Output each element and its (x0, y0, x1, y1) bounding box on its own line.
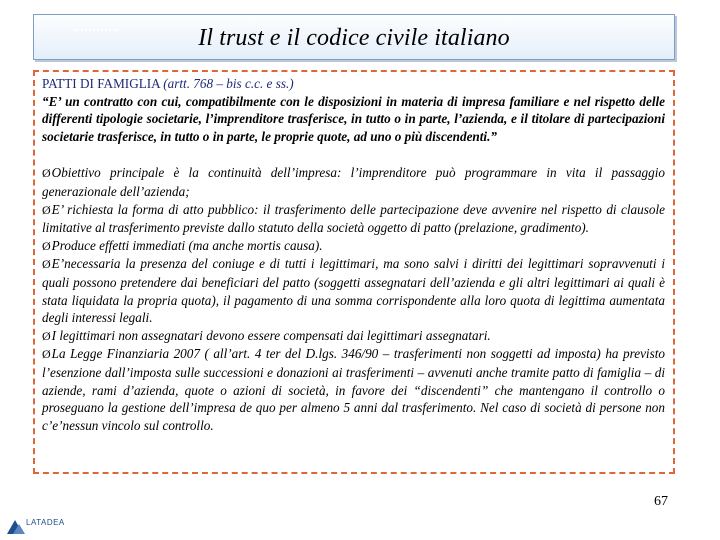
arrow-bullet-icon: Ø (42, 202, 51, 217)
slide-title: Il trust e il codice civile italiano (198, 25, 510, 51)
section-heading-reference: (artt. 768 – bis c.c. e ss.) (163, 76, 294, 91)
bullet-text: E’necessaria la presenza del coniuge e di tutti i legittimari, ma sono salvi i diritti dei legittimari sopravvenuti i quali possono pretendere dai beneficiari del patto (soggetti assegnatari dell’azienda e gli altri legittimari ai quali è stata liquidata la propria quota), il pagamento di una somma corrispondente alla loro quota di legittima aumentata degli interessi legali. (42, 256, 665, 326)
bullet-text: I legittimari non assegnatari devono essere compensati dai legittimari assegnatari. (51, 327, 491, 343)
arrow-bullet-icon: Ø (42, 166, 51, 181)
bullet-item (42, 327, 665, 346)
arrow-bullet-icon: Ø (42, 238, 51, 253)
bullet-item (42, 201, 665, 237)
bullet-item (42, 255, 665, 326)
section-heading (42, 75, 665, 93)
section-heading-label: PATTI DI FAMIGLIA (42, 76, 164, 91)
bullet-item (42, 345, 665, 434)
company-logo-text: LATADEA (26, 518, 65, 527)
definition-quote: “E’ un contratto con cui, compatibilmente con le disposizioni in materia di impresa familiare e nel rispetto delle differenti tipologie societarie, l’imprenditore trasferisce, in tutto o in parte, l’azienda, e il titolare di partecipazioni societarie trasferisce, in tutto o in parte, le proprie quote, ad uno o più discendenti.” (42, 93, 665, 144)
arrow-bullet-icon: Ø (42, 257, 51, 272)
bullet-text: Produce effetti immediati (ma anche mortis causa). (51, 237, 323, 253)
bullet-item (42, 164, 665, 200)
bullet-item (42, 237, 665, 256)
bullet-text: La Legge Finanziaria 2007 ( all’art. 4 ter del D.lgs. 346/90 – trasferimenti non soggetti ad imposta) ha previsto l’esenzione dall’imposta sulle successioni e donazioni ai trasferimenti – avvenuti anche tramite patto di famiglia – di aziende, rami d’azienda, quote o azioni di società, in favore dei “discendenti” che mantengano il controllo o proseguano la gestione dell’impresa de quo per almeno 5 anni dal trasferimento. Nel caso di società di persone non c’e’nessun vincolo sul controllo. (42, 346, 665, 433)
title-banner (33, 14, 675, 60)
arrow-bullet-icon: Ø (42, 328, 51, 343)
content-panel (33, 70, 675, 474)
arrow-bullet-icon: Ø (42, 347, 51, 362)
page-number: 67 (654, 494, 668, 509)
bullet-text: Obiettivo principale è la continuità dell’impresa: l’imprenditore può programmare in vita il passaggio generazionale dell’azienda; (42, 165, 665, 199)
bullet-text: E’ richiesta la forma di atto pubblico: il trasferimento delle partecipazione deve avvenire nel rispetto di clausole limitative al trasferimento previste dallo statuto della società oggetto di patto (prelazione, gradimento). (42, 201, 665, 236)
